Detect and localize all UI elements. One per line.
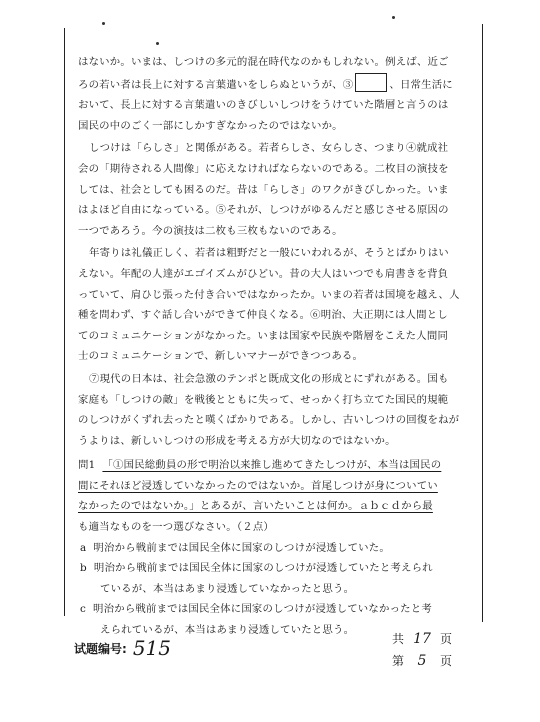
right-margin-rule <box>482 24 483 622</box>
exam-code <box>74 636 171 660</box>
question-line: も適当なものを一つ選びなさい。（２点） <box>78 521 275 534</box>
passage-line: おいて、長上に対する言葉遣いのきびしいしつけをうけていた階層と言うのは <box>78 99 449 112</box>
passage-line: ⑦現代の日本は、社会急激のテンポと既成文化の形成とにずれがある。国も <box>89 372 449 385</box>
passage-line: 家庭も「しつけの敵」を戦後とともに失って、せっかく打ち立てた国民的規範 <box>78 393 449 406</box>
passage-line: っていて、肩ひじ張った付き合いではなかったか。いまの若者は国境を越え、人 <box>78 288 460 301</box>
passage-line: しては、社会としても困るのだ。昔は「らしさ」のワクがきびしかった。いま <box>78 183 449 196</box>
current-page: 第 5 页 <box>392 653 453 669</box>
total-pages: 共 17 页 <box>392 631 453 647</box>
scan-speck <box>392 16 395 19</box>
passage-line: しつけは「らしさ」と関係がある。若者らしさ、女らしさ、つまり④就成社 <box>89 142 449 155</box>
passage-line: 年寄りは礼儀正しく、若者は粗野だと一般にいわれるが、そうとばかりはい <box>89 247 449 260</box>
passage-line: 国民の中のごく一部にしかすぎなかったのではないか。 <box>78 119 343 132</box>
answer-option-c-cont: えられているが、本当はあまり浸透していたと思う。 <box>100 624 355 637</box>
current-page-value: 5 <box>417 653 427 669</box>
exam-code-value: 515 <box>132 636 171 660</box>
passage-line: 種を問わず、すぐ話し合いができて仲良くなる。⑥明治、大正期には人間とし <box>78 309 448 322</box>
total-pages-value: 17 <box>413 631 431 647</box>
answer-option-a: a 明治から戦前までは国民全体に国家のしつけが浸透していた。 <box>80 541 390 554</box>
answer-blank-box <box>355 73 387 92</box>
question-line: なかったのではないか。」とあるが、言いたいことは何か。ａｂｃｄから最 <box>78 500 433 513</box>
answer-option-b-cont: ているが、本当はあまり浸透していなかったと思う。 <box>100 582 355 595</box>
page-counter <box>392 630 452 674</box>
exam-code-label: 试题编号: <box>74 642 127 656</box>
passage-line: てのコミュニケーションがなかった。いまは国家や民族や階層をこえた人間同 <box>78 329 449 342</box>
passage-line: ろの若い者は長上に対する言葉遣いをしらぬというが、③ 、日常生活に <box>78 73 476 96</box>
question-line: 間にそれほど浸透していなかったのではないか。首尾しつけが身についてい <box>78 479 438 492</box>
left-margin-rule <box>64 28 65 616</box>
scan-speck <box>102 22 105 25</box>
scan-speck <box>156 42 159 45</box>
passage-line: はないか。いまは、しつけの多元的混在時代なのかもしれない。例えば、近ご <box>78 56 449 68</box>
passage-line: うよりは、新しいしつけの形成を考える方が大切なのではないか。 <box>78 434 396 447</box>
passage-line: 会の「期待される人間像」に応えなければならないのである。二枚目の演技を <box>78 162 449 175</box>
answer-option-c: c 明治から戦前までは国民全体に国家のしつけが浸透していなかったと考 <box>80 603 432 616</box>
blank-label: ③ <box>342 78 354 91</box>
passage-body <box>78 52 476 641</box>
passage-line: えない。年配の人達がエゴイズムがひどい。昔の大人はいつでも肩書きを背負 <box>78 267 449 280</box>
question-label: 問1 <box>78 459 96 472</box>
passage-line: のしつけがくずれ去ったと嘆くばかりである。しかし、古いしつけの回復をねが <box>78 414 460 427</box>
passage-line: 士のコミュニケーションで、新しいマナーができつつある。 <box>78 350 364 363</box>
question-line: 問1 「①国民総動員の形で明治以来推し進めてきたしつけが、本当は国民の <box>78 459 442 472</box>
answer-option-b: b 明治から戦前までは国民全体に国家のしつけが浸透していたと考えられ <box>80 562 433 575</box>
passage-line: 一つであろう。今の演技は二枚も三枚もないのである。 <box>78 224 343 237</box>
passage-line: はよほど自由になっている。⑤それが、しつけがゆるんだと感じさせる原因の <box>78 204 449 217</box>
